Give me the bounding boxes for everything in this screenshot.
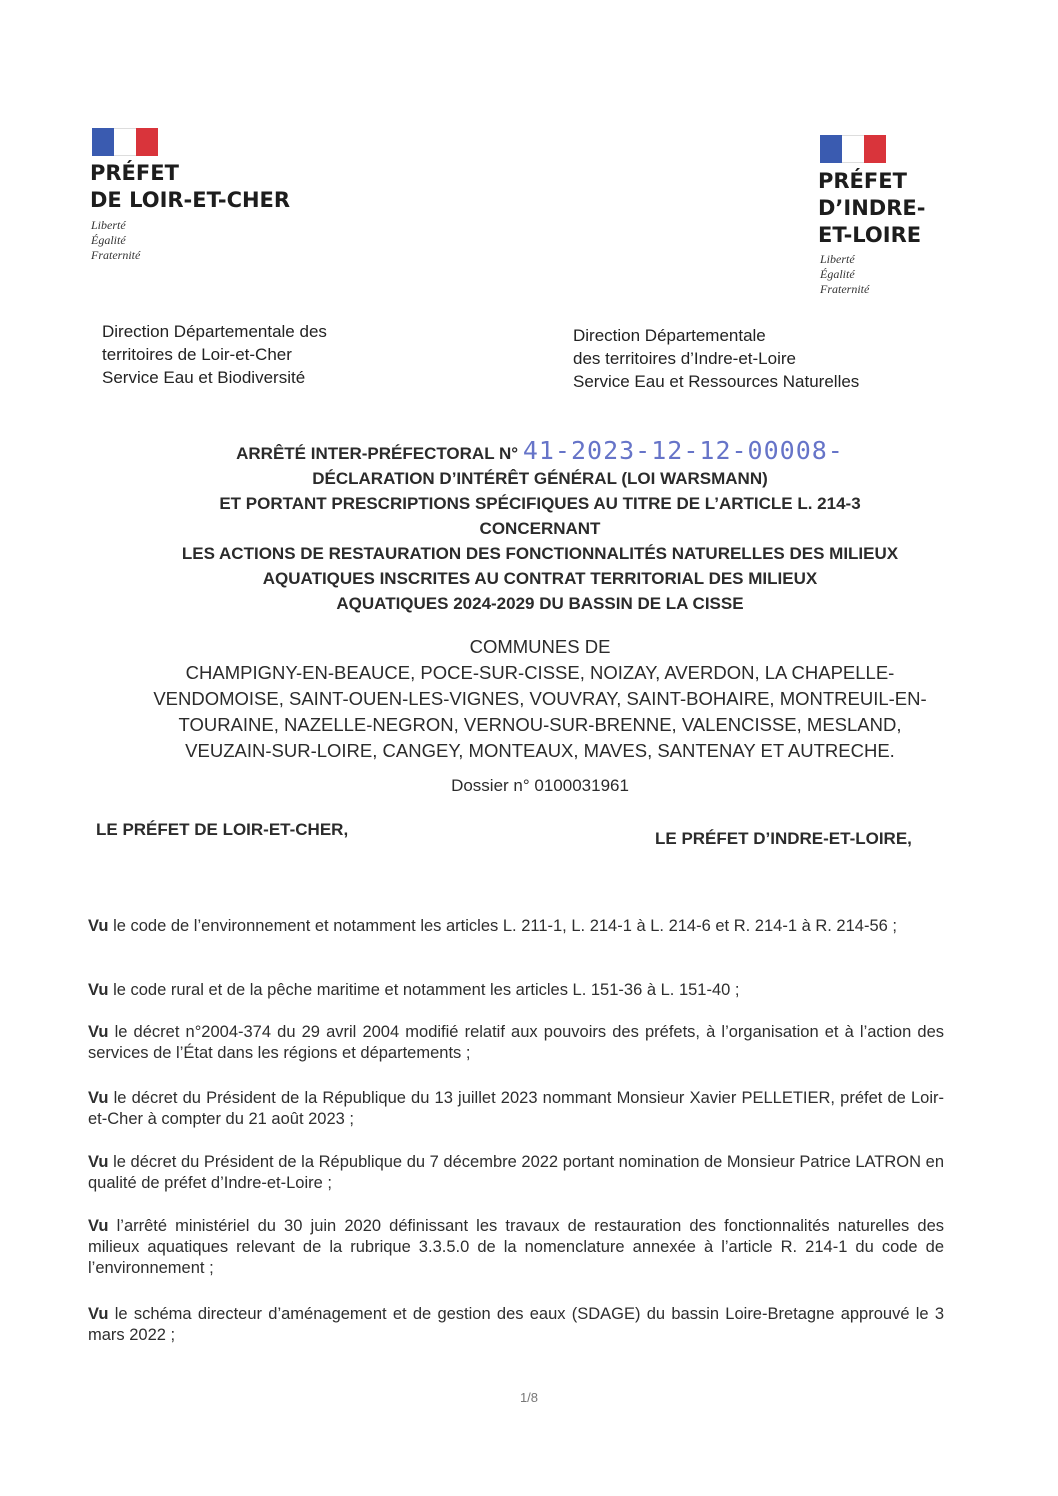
marianne-flag-logo-right — [820, 135, 886, 163]
arrete-line: AQUATIQUES INSCRITES AU CONTRAT TERRITORIAL DES MILIEUX — [262, 569, 818, 588]
prefet-signatory-left: LE PRÉFET DE LOIR-ET-CHER, — [96, 820, 349, 839]
communes-line: CHAMPIGNY-EN-BEAUCE, POCE-SUR-CISSE, NOIZAY, AVERDON, LA CHAPELLE- — [185, 662, 895, 683]
visa-text: le code de l’environnement et notamment les articles L. 211-1, L. 214-1 à L. 214-6 et R. 214-1 à R. 214-56 ; — [108, 917, 897, 935]
visa-lead: Vu — [88, 981, 109, 999]
visa-text: l’arrêté ministériel du 30 juin 2020 définissant les travaux de restauration des fonctionnalités naturelles des milieux aquatiques relevant de la rubrique 3.3.5.0 de la nomenclature annexée à l’article R. 214-1 du code de l’environnement ; — [88, 1217, 944, 1277]
visa-lead: Vu — [88, 1217, 109, 1235]
prefet-title-right — [818, 168, 925, 249]
visa-item — [88, 1088, 944, 1130]
ddt-line: Direction Départementale des — [102, 322, 327, 341]
visa-item — [88, 1152, 944, 1194]
ddt-line: des territoires d’Indre-et-Loire — [573, 349, 796, 368]
ddt-right — [573, 324, 859, 393]
marianne-flag-logo-left — [92, 128, 158, 156]
ddt-line: territoires de Loir-et-Cher — [102, 345, 292, 364]
communes-line: VENDOMOISE, SAINT-OUEN-LES-VIGNES, VOUVRAY, SAINT-BOHAIRE, MONTREUIL-EN- — [153, 688, 927, 709]
communes-heading: COMMUNES DE — [469, 636, 611, 657]
visa-text: le décret n°2004-374 du 29 avril 2004 modifié relatif aux pouvoirs des préfets, à l’organisation et à l’action des services de l’État dans les régions et départements ; — [88, 1023, 944, 1062]
prefet-signatory-right: LE PRÉFET D’INDRE-ET-LOIRE, — [655, 829, 912, 848]
prefet-title-line: D’INDRE- — [818, 196, 926, 220]
visa-lead: Vu — [88, 1305, 109, 1323]
arrete-handwritten-number: 41-2023-12-12-00008- — [522, 436, 844, 465]
visa-lead: Vu — [88, 917, 109, 935]
visa-item — [88, 980, 944, 1001]
prefet-title-line: PRÉFET — [818, 169, 907, 193]
visa-lead: Vu — [88, 1089, 109, 1107]
prefet-title-line: PRÉFET — [90, 161, 179, 185]
visa-text: le schéma directeur d’aménagement et de gestion des eaux (SDAGE) du bassin Loire-Bretagne approuvé le 3 mars 2022 ; — [88, 1305, 944, 1344]
communes-line: VEUZAIN-SUR-LOIRE, CANGEY, MONTEAUX, MAVES, SANTENAY ET AUTRECHE. — [185, 740, 895, 761]
visa-lead: Vu — [88, 1023, 109, 1041]
visa-item — [88, 1022, 944, 1064]
visa-item — [88, 1304, 944, 1346]
visa-item — [88, 916, 944, 937]
ddt-line: Direction Départementale — [573, 326, 766, 345]
motto-line: Fraternité — [91, 248, 141, 262]
visa-text: le décret du Président de la République du 13 juillet 2023 nommant Monsieur Xavier PELLETIER, préfet de Loir-et-Cher à compter du 21 août 2023 ; — [88, 1089, 944, 1128]
motto-left — [91, 218, 140, 263]
ddt-left — [102, 320, 327, 389]
arrete-line: LES ACTIONS DE RESTAURATION DES FONCTIONNALITÉS NATURELLES DES MILIEUX — [181, 544, 899, 563]
arrete-title — [80, 438, 1000, 616]
ddt-line: Service Eau et Ressources Naturelles — [573, 372, 860, 391]
dossier-number: Dossier n° 0100031961 — [451, 776, 629, 795]
arrete-line: ET PORTANT PRESCRIPTIONS SPÉCIFIQUES AU TITRE DE L’ARTICLE L. 214-3 — [219, 494, 861, 513]
motto-line: Égalité — [820, 267, 855, 281]
communes-line: TOURAINE, NAZELLE-NEGRON, VERNOU-SUR-BRENNE, VALENCISSE, MESLAND, — [178, 714, 902, 735]
arrete-line: DÉCLARATION D’INTÉRÊT GÉNÉRAL (LOI WARSMANN) — [312, 469, 768, 488]
arrete-prefix: ARRÊTÉ INTER-PRÉFECTORAL N° — [236, 444, 519, 463]
motto-line: Liberté — [820, 252, 855, 266]
visa-lead: Vu — [88, 1153, 109, 1171]
page-number: 1/8 — [519, 1390, 539, 1405]
motto-line: Fraternité — [820, 282, 870, 296]
motto-right — [820, 252, 869, 297]
communes-block — [120, 634, 960, 764]
prefet-title-left — [90, 160, 290, 214]
prefet-title-line: DE LOIR-ET-CHER — [90, 188, 291, 212]
visa-text: le code rural et de la pêche maritime et notamment les articles L. 151-36 à L. 151-40 ; — [108, 981, 740, 999]
arrete-line: AQUATIQUES 2024-2029 DU BASSIN DE LA CISSE — [336, 594, 744, 613]
visa-text: le décret du Président de la République du 7 décembre 2022 portant nomination de Monsieur Patrice LATRON en qualité de préfet d’Indre-et-Loire ; — [88, 1153, 944, 1192]
motto-line: Égalité — [91, 233, 126, 247]
prefet-title-line: ET-LOIRE — [818, 223, 922, 247]
arrete-line: CONCERNANT — [479, 519, 601, 538]
arrete-number-line — [80, 438, 1000, 466]
ddt-line: Service Eau et Biodiversité — [102, 368, 306, 387]
motto-line: Liberté — [91, 218, 126, 232]
visa-item — [88, 1216, 944, 1279]
